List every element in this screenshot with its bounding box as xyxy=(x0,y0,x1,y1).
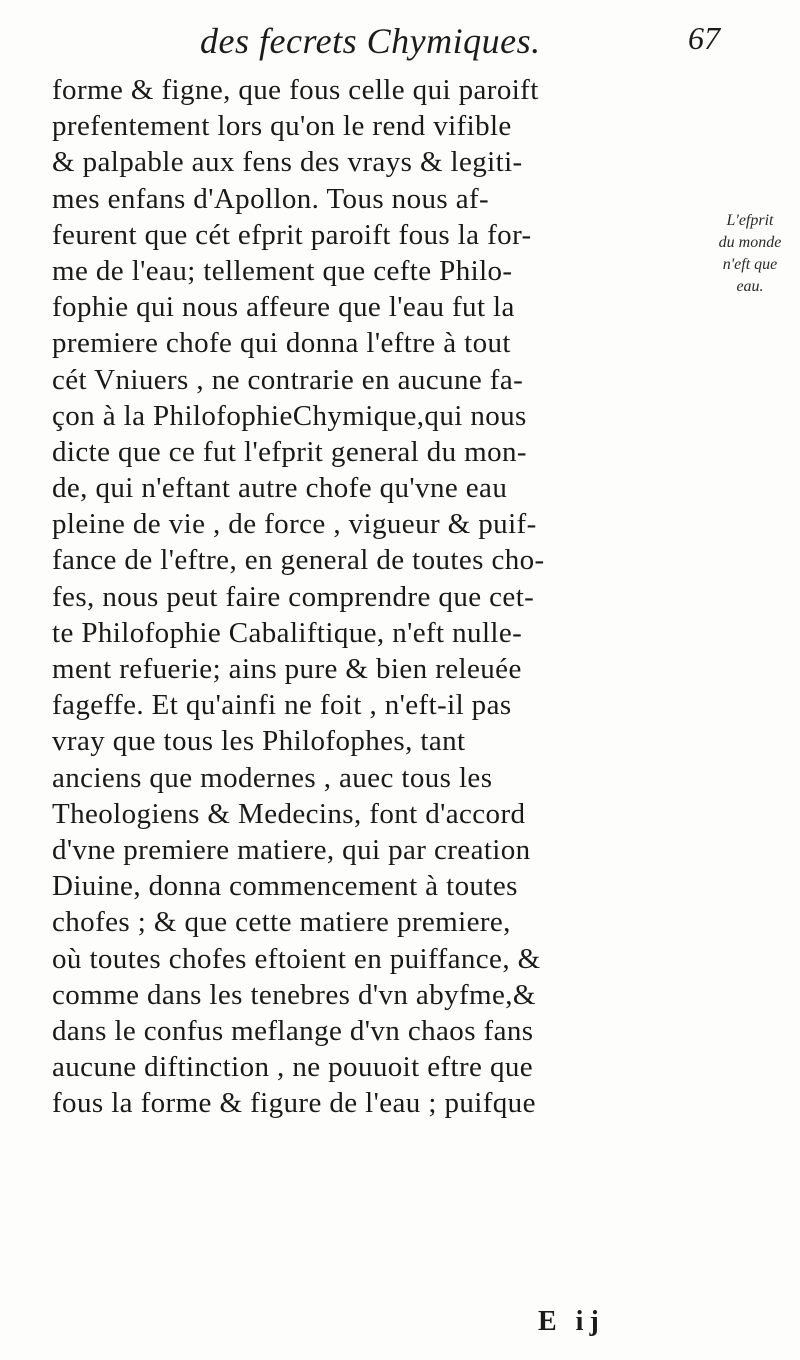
text-line: pleine de vie , de force , vigueur & puif- xyxy=(52,508,537,541)
text-line: dans le confus meflange d'vn chaos fans xyxy=(52,1014,534,1047)
text-line: Diuine, donna commencement à toutes xyxy=(52,870,518,903)
text-line: vray que tous les Philofophes, tant xyxy=(52,725,466,758)
page-header xyxy=(0,14,800,70)
text-line: chofes ; & que cette matiere premiere, xyxy=(52,906,511,939)
text-line: fes, nous peut faire comprendre que cet- xyxy=(52,580,535,613)
text-line: fous la forme & figure de l'eau ; puifque xyxy=(52,1087,536,1120)
text-line: dicte que ce fut l'efprit general du mon- xyxy=(52,435,527,468)
text-line: où toutes chofes eftoient en puiffance, & xyxy=(52,942,541,975)
text-line: fance de l'eftre, en general de toutes cho- xyxy=(52,544,545,577)
text-line: de, qui n'eftant autre chofe qu'vne eau xyxy=(52,472,508,505)
text-line: aucune diftinction , ne pouuoit eftre que xyxy=(52,1051,534,1084)
text-line: te Philofophie Cabaliftique, n'eft nulle- xyxy=(52,616,523,649)
text-line: çon à la PhilofophieChymique,qui nous xyxy=(52,399,527,432)
text-line: fophie qui nous affeure que l'eau fut la xyxy=(52,291,515,324)
text-line: cét Vniuers , ne contrarie en aucune fa- xyxy=(52,363,524,396)
marginal-note-line: L'efprit xyxy=(726,212,774,229)
text-line: fageffe. Et qu'ainfi ne foit , n'eft-il pas xyxy=(52,689,512,722)
text-line: mes enfans d'Apollon. Tous nous af- xyxy=(52,182,490,215)
text-line: anciens que modernes , auec tous les xyxy=(52,761,493,794)
running-title: des fecrets Chymiques. xyxy=(200,21,541,61)
text-line: premiere chofe qui donna l'eftre à tout xyxy=(52,327,511,360)
text-line: me de l'eau; tellement que cefte Philo- xyxy=(52,254,513,287)
marginal-note xyxy=(704,210,796,298)
signature-mark: E ij xyxy=(538,1306,605,1337)
text-line: feurent que cét efprit paroift fous la for- xyxy=(52,218,532,251)
text-line: prefentement lors qu'on le rend vifible xyxy=(52,110,512,143)
body-text xyxy=(52,72,692,1121)
page-number: 67 xyxy=(688,20,720,56)
text-line: d'vne premiere matiere, qui par creation xyxy=(52,833,531,866)
text-line: Theologiens & Medecins, font d'accord xyxy=(52,797,526,830)
text-line: comme dans les tenebres d'vn abyfme,& xyxy=(52,978,536,1011)
text-line: forme & figne, que fous celle qui paroift xyxy=(52,74,539,106)
text-line: ment refuerie; ains pure & bien releuée xyxy=(52,653,522,685)
marginal-note-line: du monde xyxy=(718,234,782,251)
marginal-note-line: eau. xyxy=(736,278,764,295)
text-line: & palpable aux fens des vrays & legiti- xyxy=(52,146,523,179)
marginal-note-line: n'eft que xyxy=(722,256,778,273)
